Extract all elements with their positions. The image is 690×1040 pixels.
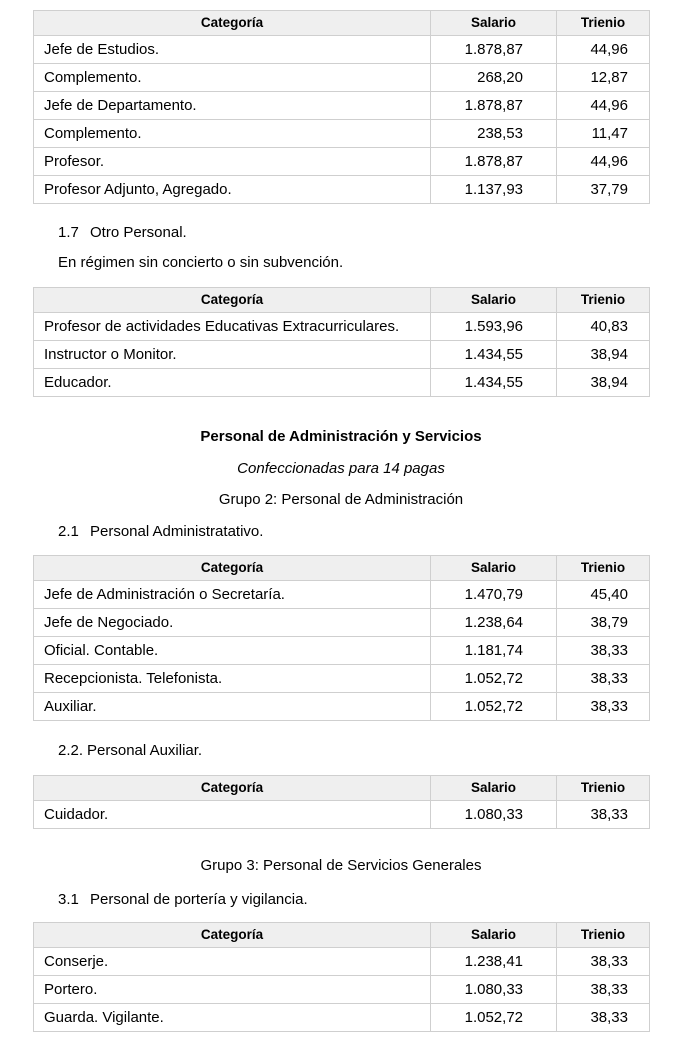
table-row (34, 148, 650, 176)
table-row (34, 1004, 650, 1032)
cell-salario: 268,20 (431, 64, 557, 92)
cell-salario: 1.052,72 (431, 693, 557, 721)
cell-salario: 1.080,33 (431, 976, 557, 1004)
table-header-row (34, 776, 650, 801)
cell-salario: 1.238,64 (431, 609, 557, 637)
cell-categoria: Profesor de actividades Educativas Extracurriculares. (34, 313, 431, 341)
paragraph: En régimen sin concierto o sin subvención. (58, 254, 344, 271)
column-header-categoria: Categoría (34, 288, 431, 313)
section-heading (58, 224, 649, 241)
cell-trienio: 38,33 (557, 976, 650, 1004)
cell-salario: 1.052,72 (431, 1004, 557, 1032)
column-header-salario: Salario (431, 556, 557, 581)
column-header-trienio: Trienio (557, 11, 650, 36)
cell-trienio: 38,94 (557, 341, 650, 369)
section-heading (58, 523, 649, 540)
table-row (34, 665, 650, 693)
cell-categoria: Jefe de Departamento. (34, 92, 431, 120)
column-header-trienio: Trienio (557, 556, 650, 581)
table-row (34, 581, 650, 609)
table-row (34, 801, 650, 829)
cell-categoria: Complemento. (34, 120, 431, 148)
section-title: Personal Administratativo. (90, 523, 264, 540)
table-row (34, 313, 650, 341)
document-heading: Personal de Administración y Servicios (200, 428, 482, 445)
table-row (34, 341, 650, 369)
section-number: 1.7 (58, 224, 79, 241)
personal-administrativo-salary-table (33, 555, 650, 721)
table-header-row (34, 923, 650, 948)
cell-salario: 1.137,93 (431, 176, 557, 204)
cell-categoria: Auxiliar. (34, 693, 431, 721)
group-heading: Grupo 2: Personal de Administración (218, 491, 464, 508)
personal-auxiliar-salary-table (33, 775, 650, 829)
cell-trienio: 45,40 (557, 581, 650, 609)
column-header-categoria: Categoría (34, 923, 431, 948)
cell-categoria: Educador. (34, 369, 431, 397)
cell-salario: 1.470,79 (431, 581, 557, 609)
table-row (34, 369, 650, 397)
column-header-salario: Salario (431, 288, 557, 313)
section-title: Personal Auxiliar. (87, 742, 203, 759)
section-title: Otro Personal. (90, 224, 187, 241)
column-header-categoria: Categoría (34, 556, 431, 581)
cell-salario: 1.878,87 (431, 92, 557, 120)
table-row (34, 637, 650, 665)
docentes-salary-table (33, 10, 650, 204)
cell-trienio: 38,33 (557, 665, 650, 693)
column-header-trienio: Trienio (557, 776, 650, 801)
column-header-salario: Salario (431, 923, 557, 948)
table-row (34, 36, 650, 64)
cell-salario: 238,53 (431, 120, 557, 148)
table-row (34, 609, 650, 637)
porteria-vigilancia-salary-table (33, 922, 650, 1032)
cell-categoria: Oficial. Contable. (34, 637, 431, 665)
table-header-row (34, 288, 650, 313)
cell-trienio: 44,96 (557, 36, 650, 64)
cell-trienio: 37,79 (557, 176, 650, 204)
table-row (34, 693, 650, 721)
cell-salario: 1.878,87 (431, 148, 557, 176)
column-header-categoria: Categoría (34, 776, 431, 801)
table-row (34, 92, 650, 120)
cell-categoria: Recepcionista. Telefonista. (34, 665, 431, 693)
cell-trienio: 38,79 (557, 609, 650, 637)
cell-salario: 1.878,87 (431, 36, 557, 64)
otro-personal-salary-table (33, 287, 650, 397)
cell-trienio: 11,47 (557, 120, 650, 148)
cell-salario: 1.434,55 (431, 341, 557, 369)
cell-categoria: Profesor Adjunto, Agregado. (34, 176, 431, 204)
cell-trienio: 40,83 (557, 313, 650, 341)
table-header-row (34, 556, 650, 581)
table-row (34, 948, 650, 976)
column-header-categoria: Categoría (34, 11, 431, 36)
column-header-salario: Salario (431, 11, 557, 36)
cell-trienio: 38,33 (557, 693, 650, 721)
cell-categoria: Instructor o Monitor. (34, 341, 431, 369)
section-title: Personal de portería y vigilancia. (90, 891, 308, 908)
cell-trienio: 44,96 (557, 92, 650, 120)
cell-categoria: Portero. (34, 976, 431, 1004)
cell-trienio: 44,96 (557, 148, 650, 176)
cell-categoria: Jefe de Negociado. (34, 609, 431, 637)
cell-trienio: 38,33 (557, 948, 650, 976)
section-number: 2.1 (58, 523, 79, 540)
cell-categoria: Profesor. (34, 148, 431, 176)
table-row (34, 976, 650, 1004)
cell-trienio: 12,87 (557, 64, 650, 92)
cell-trienio: 38,33 (557, 637, 650, 665)
cell-salario: 1.593,96 (431, 313, 557, 341)
column-header-salario: Salario (431, 776, 557, 801)
section-number: 2.2. (58, 742, 84, 759)
cell-categoria: Cuidador. (34, 801, 431, 829)
table-row (34, 64, 650, 92)
cell-salario: 1.052,72 (431, 665, 557, 693)
section-heading (58, 891, 649, 908)
cell-trienio: 38,33 (557, 1004, 650, 1032)
cell-salario: 1.238,41 (431, 948, 557, 976)
section-heading (58, 742, 649, 759)
cell-trienio: 38,33 (557, 801, 650, 829)
document-subtitle: Confeccionadas para 14 pagas (237, 460, 445, 477)
table-row (34, 120, 650, 148)
table-row (34, 176, 650, 204)
cell-categoria: Conserje. (34, 948, 431, 976)
group-heading: Grupo 3: Personal de Servicios Generales (200, 857, 482, 874)
cell-categoria: Complemento. (34, 64, 431, 92)
column-header-trienio: Trienio (557, 923, 650, 948)
cell-salario: 1.434,55 (431, 369, 557, 397)
cell-salario: 1.080,33 (431, 801, 557, 829)
table-header-row (34, 11, 650, 36)
cell-trienio: 38,94 (557, 369, 650, 397)
cell-salario: 1.181,74 (431, 637, 557, 665)
cell-categoria: Jefe de Estudios. (34, 36, 431, 64)
column-header-trienio: Trienio (557, 288, 650, 313)
cell-categoria: Jefe de Administración o Secretaría. (34, 581, 431, 609)
section-number: 3.1 (58, 891, 79, 908)
cell-categoria: Guarda. Vigilante. (34, 1004, 431, 1032)
